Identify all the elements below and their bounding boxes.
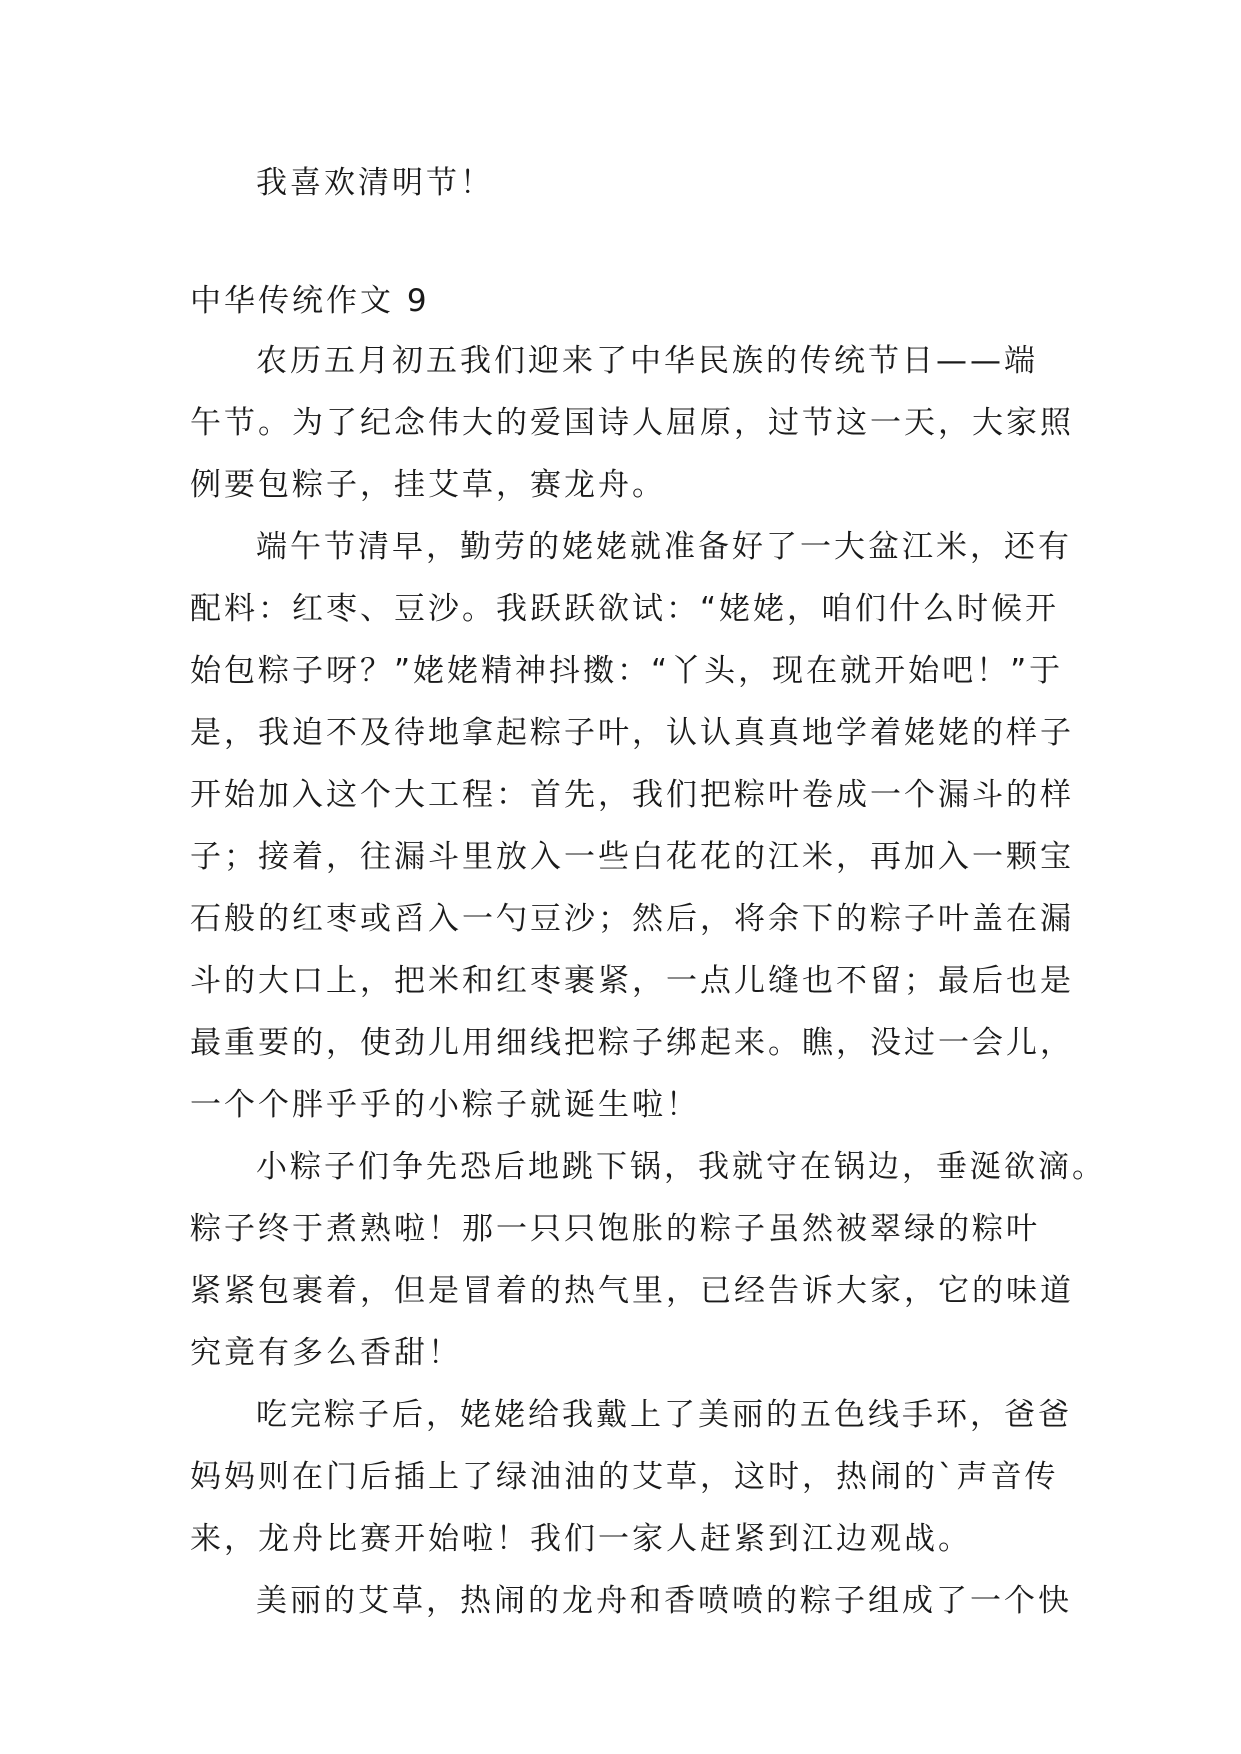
text-line: 端午节清早，勤劳的姥姥就准备好了一大盆江米，还有	[256, 529, 1072, 565]
previous-essay-ending	[190, 152, 1070, 214]
essay-heading	[190, 270, 1070, 332]
text-line: 究竟有多么香甜！	[190, 1335, 462, 1371]
text-line: 斗的大口上，把米和红枣裹紧，一点儿缝也不留；最后也是	[190, 963, 1074, 999]
text-line: 妈妈则在门后插上了绿油油的艾草，这时，热闹的`声音传	[190, 1459, 1059, 1495]
text-line: 美丽的艾草，热闹的龙舟和香喷喷的粽子组成了一个快	[256, 1583, 1072, 1619]
text-line: 紧紧包裹着，但是冒着的热气里，已经告诉大家，它的味道	[190, 1273, 1074, 1309]
closing-line: 我喜欢清明节！	[256, 165, 494, 201]
text-line: 小粽子们争先恐后地跳下锅，我就守在锅边，垂涎欲滴。	[256, 1149, 1106, 1185]
essay-title: 中华传统作文 9	[190, 283, 430, 319]
text-line: 农历五月初五我们迎来了中华民族的传统节日——端	[256, 343, 1038, 379]
essay-body	[190, 330, 1106, 1632]
text-line: 午节。为了纪念伟大的爱国诗人屈原，过节这一天，大家照	[190, 405, 1074, 441]
text-line: 子；接着，往漏斗里放入一些白花花的江米，再加入一颗宝	[190, 839, 1074, 875]
text-line: 最重要的，使劲儿用细线把粽子绑起来。瞧，没过一会儿，	[190, 1025, 1074, 1061]
text-line: 始包粽子呀？”姥姥精神抖擞：“丫头，现在就开始吧！”于	[190, 653, 1064, 689]
text-line: 是，我迫不及待地拿起粽子叶，认认真真地学着姥姥的样子	[190, 715, 1074, 751]
text-line: 例要包粽子，挂艾草，赛龙舟。	[190, 467, 666, 503]
text-line: 一个个胖乎乎的小粽子就诞生啦！	[190, 1087, 700, 1123]
text-line: 配料：红枣、豆沙。我跃跃欲试：“姥姥，咱们什么时候开	[190, 591, 1060, 627]
text-line: 石般的红枣或舀入一勺豆沙；然后，将余下的粽子叶盖在漏	[190, 901, 1074, 937]
text-line: 来，龙舟比赛开始啦！我们一家人赶紧到江边观战。	[190, 1521, 972, 1557]
text-line: 开始加入这个大工程：首先，我们把粽叶卷成一个漏斗的样	[190, 777, 1074, 813]
text-line: 吃完粽子后，姥姥给我戴上了美丽的五色线手环，爸爸	[256, 1397, 1072, 1433]
text-line: 粽子终于煮熟啦！那一只只饱胀的粽子虽然被翠绿的粽叶	[190, 1211, 1040, 1247]
